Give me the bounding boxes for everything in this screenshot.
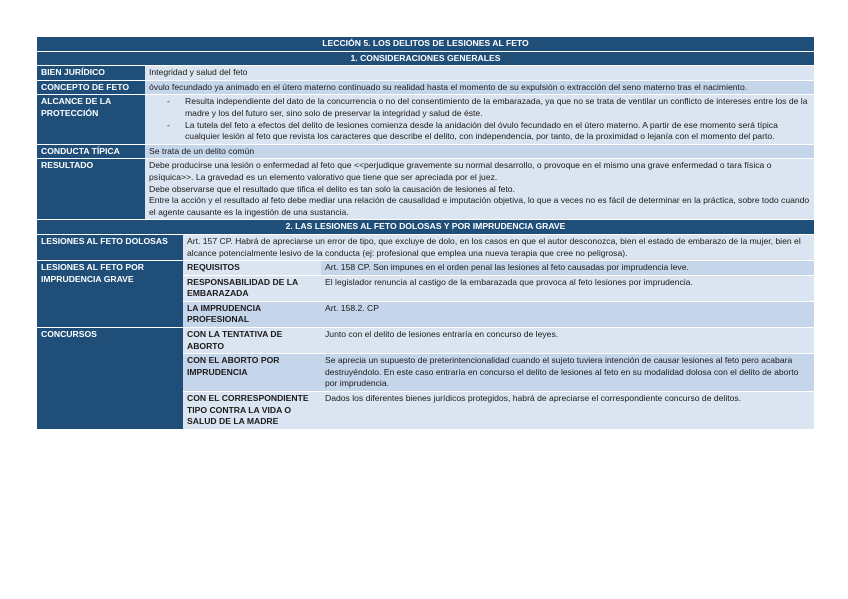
tipo-vida-label: CON EL CORRESPONDIENTE TIPO CONTRA LA VIDA O SALUD DE LA MADRE: [183, 392, 321, 430]
alcance-label: ALCANCE DE LA PROTECCIÓN: [37, 95, 145, 144]
alcance-content: [145, 95, 814, 144]
tipo-vida-text: Dados los diferentes bienes jurídicos protegidos, habrá de apreciarse el correspondiente concurso de delitos.: [321, 392, 814, 430]
conducta-text: Se trata de un delito común: [145, 144, 814, 159]
alcance-list: [149, 96, 810, 142]
requisitos-label: REQUISITOS: [183, 261, 321, 276]
resultado-content: [145, 159, 814, 220]
concepto-feto-label: CONCEPTO DE FETO: [37, 80, 145, 95]
requisitos-text: Art. 158 CP. Son impunes en el orden penal las lesiones al feto causadas por imprudencia leve.: [321, 261, 814, 276]
responsabilidad-label: RESPONSABILIDAD DE LA EMBARAZADA: [183, 275, 321, 301]
bien-juridico-label: BIEN JURÍDICO: [37, 66, 145, 81]
dolosas-text: Art. 157 CP. Habrá de apreciarse un error de tipo, que excluye de dolo, en los casos en que el autor desconozca, bien el estado de embarazo de la mujer, bien el alcance potencialmente lesivo de la conducta (ej: profesional que emplea una nueva terapia que cree no peligrosa).: [183, 234, 814, 260]
concepto-feto-text: óvulo fecundado ya animado en el útero materno continuado su realidad hasta el momento de su expulsión o extracción del seno materno tras el nacimiento.: [145, 80, 814, 95]
aborto-imprudencia-text: Se aprecia un supuesto de preterintencionalidad cuando el sujeto tuviera intención de causar lesiones al feto pero acabara destruyéndolo. En este caso entraría en concurso el delito de lesiones al feto en su modalidad dolosa con el delito de aborto por imprudencia.: [321, 354, 814, 392]
tentativa-label: CON LA TENTATIVA DE ABORTO: [183, 328, 321, 354]
conducta-label: CONDUCTA TÍPICA: [37, 144, 145, 159]
imprudencia-profesional-text: Art. 158.2. CP: [321, 301, 814, 327]
dolosas-label: LESIONES AL FETO DOLOSAS: [37, 234, 183, 260]
lesson-table: [37, 37, 814, 430]
resultado-paragraph: Debe producirse una lesión o enfermedad al feto que <<perjudique gravemente su normal desarrollo, o provoque en el mismo una grave enfermedad o tara física o psíquica>>. La gravedad es un elemento valorativo que tiene que ser apreciada por el juez.: [149, 160, 772, 182]
section-2-heading: 2. LAS LESIONES AL FETO DOLOSAS Y POR IMPRUDENCIA GRAVE: [37, 220, 814, 235]
aborto-imprudencia-label: CON EL ABORTO POR IMPRUDENCIA: [183, 354, 321, 392]
imprudencia-profesional-label: LA IMPRUDENCIA PROFESIONAL: [183, 301, 321, 327]
responsabilidad-text: El legislador renuncia al castigo de la embarazada que provoca al feto lesiones por imprudencia.: [321, 275, 814, 301]
imprudencia-label: LESIONES AL FETO POR IMPRUDENCIA GRAVE: [37, 261, 183, 328]
resultado-paragraph: Entre la acción y el resultado al feto debe mediar una relación de causalidad e imputación objetiva, lo que a veces no es fácil de determinar en la práctica, sobre todo cuando el agente causante es la ingestión de una sustancia.: [149, 195, 810, 217]
alcance-item: - La tutela del feto a efectos del delito de lesiones comienza desde la anidación del óvulo fecundado en el útero materno. A partir de ese momento será típica cualquier lesión al feto que revista los caracteres que describe el delito, con independencia, por tanto, de la proximidad o lejanía con el momento del parto.: [185, 120, 810, 143]
concursos-label: CONCURSOS: [37, 328, 183, 430]
lesson-title: LECCIÓN 5. LOS DELITOS DE LESIONES AL FETO: [37, 37, 814, 51]
tentativa-text: Junto con el delito de lesiones entraría en concurso de leyes.: [321, 328, 814, 354]
lesson-document: [37, 37, 814, 430]
section-1-heading: 1. CONSIDERACIONES GENERALES: [37, 51, 814, 66]
alcance-item: - Resulta independiente del dato de la concurrencia o no del consentimiento de la embarazada, ya que no se trata de ventilar un conflicto de intereses entre los de la madre y los del futuro ser, sino solo de preservar la integridad y salud de éste.: [185, 96, 810, 119]
resultado-paragraph: Debe observarse que el resultado que tifica el delito es tan solo la causación de lesiones al feto.: [149, 183, 515, 194]
resultado-label: RESULTADO: [37, 159, 145, 220]
bien-juridico-text: Integridad y salud del feto: [145, 66, 814, 81]
